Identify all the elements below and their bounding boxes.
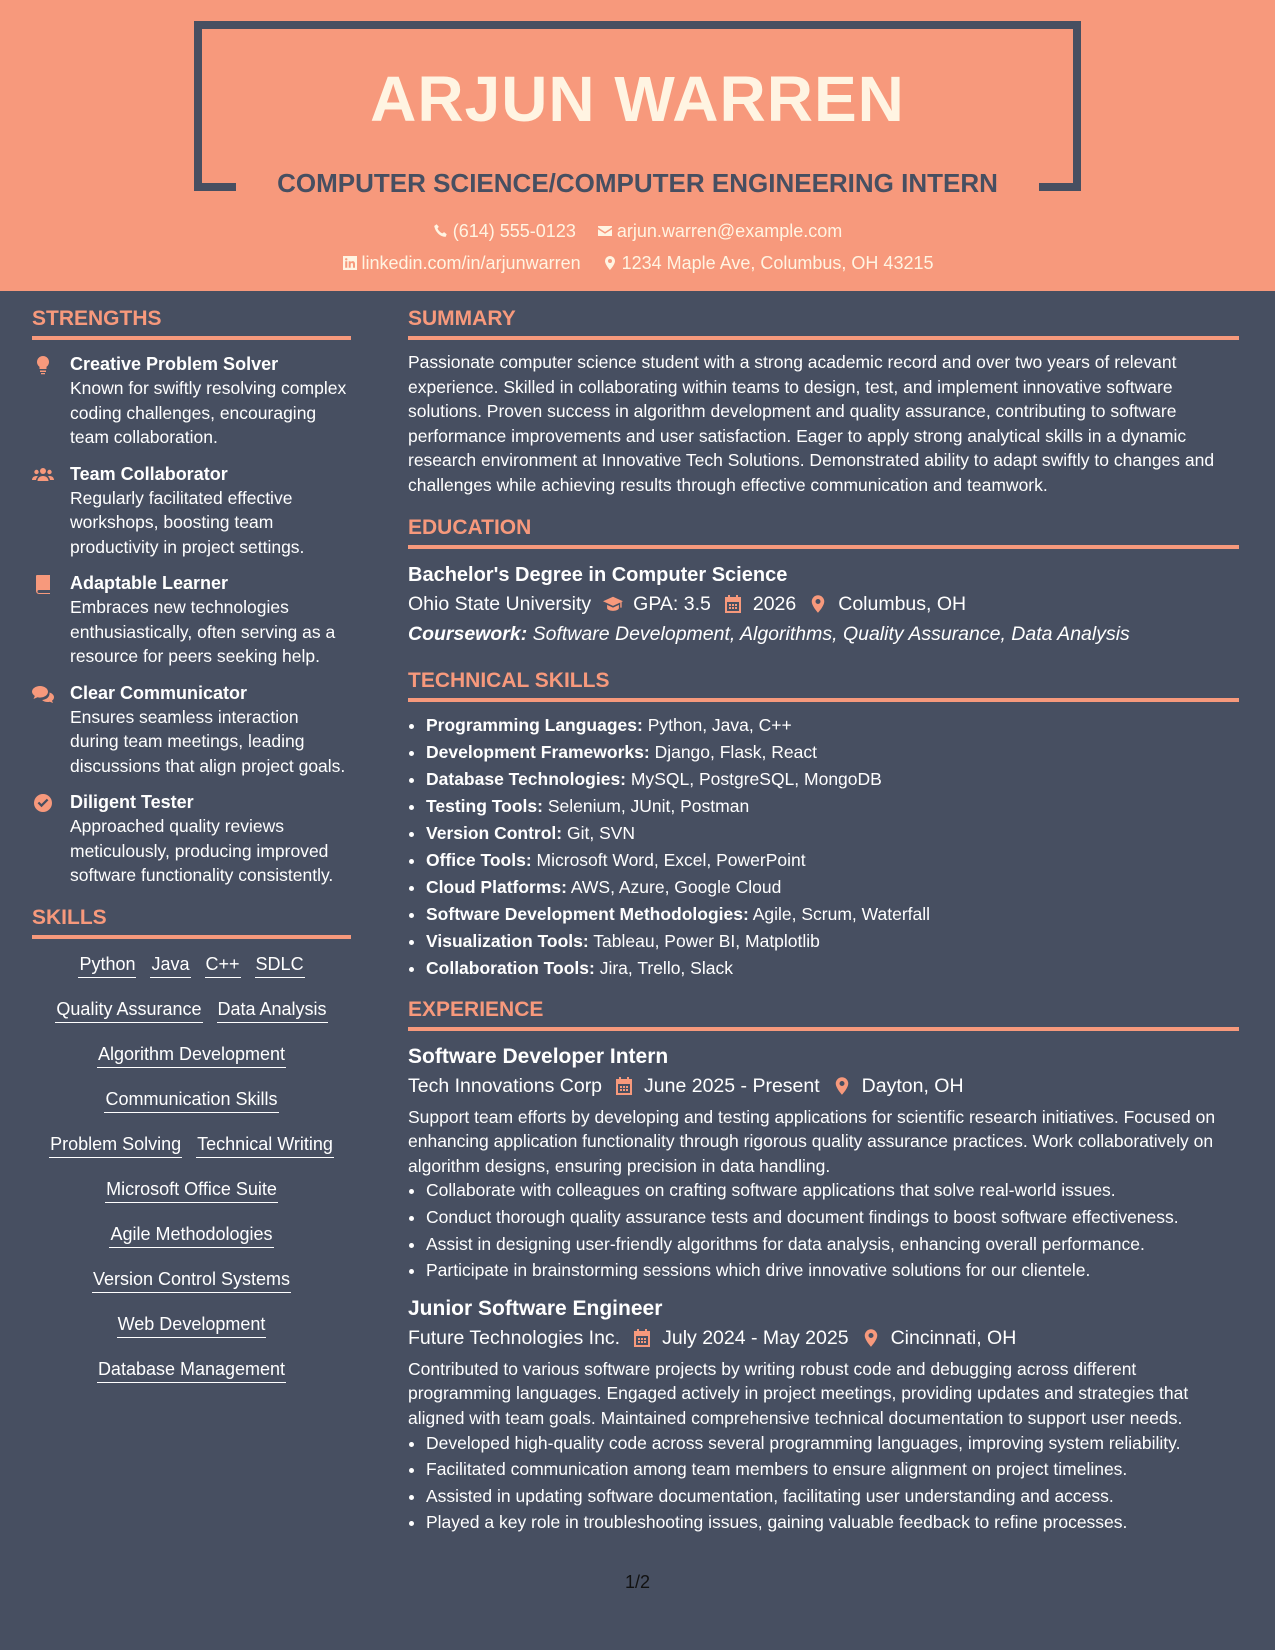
- summary-heading: SUMMARY: [408, 305, 1239, 340]
- list-item: • Software Development Methodologies: Agile, Scrum, Waterfall: [426, 901, 1239, 928]
- contact-row-1: [0, 219, 1275, 243]
- linkedin-icon: [342, 255, 358, 271]
- skill-row: [32, 951, 351, 996]
- phone-icon: [433, 223, 449, 239]
- skill-tag: SDLC: [255, 951, 305, 978]
- skill-row: [32, 1041, 351, 1086]
- lightbulb-icon: [32, 355, 54, 375]
- strength-desc: Known for swiftly resolving complex coding challenges, encouraging team collaboration.: [70, 378, 347, 447]
- address-item: [602, 253, 934, 273]
- location-pin-icon: [861, 1328, 881, 1348]
- skill-row: [32, 1266, 351, 1311]
- list-item: • Database Technologies: MySQL, PostgreSQL, MongoDB: [426, 766, 1239, 793]
- job-title: Software Developer Intern: [408, 1044, 669, 1068]
- list-item: • Conduct thorough quality assurance tests and document findings to boost software effectiveness.: [426, 1205, 1239, 1230]
- technical-skills-heading: TECHNICAL SKILLS: [408, 667, 1239, 702]
- skills-heading: SKILLS: [32, 904, 351, 939]
- email-item[interactable]: [597, 221, 842, 241]
- experience-heading: EXPERIENCE: [408, 996, 1239, 1031]
- strength-title: Clear Communicator: [70, 682, 248, 703]
- list-item: • Office Tools: Microsoft Word, Excel, PowerPoint: [426, 847, 1239, 874]
- linkedin-item[interactable]: [342, 253, 586, 273]
- skill-tag: Technical Writing: [196, 1131, 334, 1158]
- skill-row: [32, 1176, 351, 1221]
- skills-section: [32, 904, 351, 1401]
- strength-desc: Embraces new technologies enthusiastically, often serving as a resource for peers seeking help.: [70, 597, 336, 666]
- job-dates: June 2025 - Present: [644, 1074, 820, 1097]
- strength-item: [32, 462, 351, 560]
- phone-text: (614) 555-0123: [452, 221, 576, 241]
- strength-item: [32, 571, 351, 669]
- list-item: • Assist in designing user-friendly algorithms for data analysis, enhancing overall performance.: [426, 1232, 1239, 1257]
- list-item: • Developed high-quality code across several programming languages, improving system reliability.: [426, 1431, 1239, 1456]
- users-icon: [32, 465, 54, 485]
- list-item: • Testing Tools: Selenium, JUnit, Postman: [426, 793, 1239, 820]
- strength-title: Team Collaborator: [70, 463, 228, 484]
- strength-title: Diligent Tester: [70, 792, 194, 812]
- calendar-icon: [632, 1328, 652, 1348]
- job-description: Contributed to various software projects by writing robust code and debugging across different programming languages. Engaged actively in project meetings, providing updates and strategies that aligned with team goals. Maintained comprehensive technical documentation to support user needs.: [408, 1358, 1189, 1428]
- strengths-heading: STRENGTHS: [32, 305, 351, 340]
- skill-row: [32, 1086, 351, 1131]
- strength-desc: Ensures seamless interaction during team meetings, leading discussions that align project goals.: [70, 706, 346, 776]
- candidate-name: ARJUN WARREN: [370, 63, 905, 135]
- header-band: [0, 0, 1275, 291]
- list-item: • Assisted in updating software documentation, facilitating user understanding and access.: [426, 1484, 1239, 1509]
- strength-desc: Approached quality reviews meticulously, producing improved software functionality consistently.: [70, 816, 334, 885]
- list-item: • Cloud Platforms: AWS, Azure, Google Cloud: [426, 874, 1239, 901]
- skill-row: [32, 1221, 351, 1266]
- coursework: [408, 619, 1239, 649]
- strength-item: [32, 790, 351, 888]
- skill-tag: Algorithm Development: [97, 1041, 286, 1068]
- sidebar: [32, 305, 351, 1401]
- job-dates: July 2024 - May 2025: [662, 1326, 849, 1349]
- skill-tag: Problem Solving: [49, 1131, 182, 1158]
- company: Tech Innovations Corp: [408, 1074, 603, 1097]
- gpa: GPA: 3.5: [633, 592, 711, 615]
- list-item: • Participate in brainstorming sessions which drive innovative solutions for our clientele.: [426, 1258, 1239, 1283]
- job-bullets: [408, 1178, 1239, 1282]
- location-pin-icon: [832, 1076, 852, 1096]
- summary-text: Passionate computer science student with a strong academic record and over two years of relevant experience. Skilled in collaborating within teams to design, test, and implement innovative software solutions. Proven success in algorithm development and quality assurance, contributing to software performance improvements and user satisfaction. Eager to apply strong analytical skills in a dynamic research environment at Innovative Tech Solutions. Demonstrated ability to adapt swiftly to changes and challenges while achieving results through effective communication and teamwork.: [408, 352, 1215, 495]
- skill-tag: Python: [78, 951, 136, 978]
- job-description: Support team efforts by developing and testing applications for scientific research initiatives. Focused on enhancing application functionality through rigorous quality assurance practices. Work collaboratively on algorithm designs, ensuring precision in data handling.: [408, 1106, 1216, 1176]
- company: Future Technologies Inc.: [408, 1326, 621, 1349]
- check-circle-icon: [32, 793, 54, 813]
- list-item: • Programming Languages: Python, Java, C++: [426, 712, 1239, 739]
- comments-icon: [32, 684, 54, 704]
- skill-tag: Data Analysis: [217, 996, 328, 1023]
- graduation-year: 2026: [752, 592, 797, 615]
- list-item: • Collaboration Tools: Jira, Trello, Slack: [426, 955, 1239, 982]
- skill-row: [32, 1311, 351, 1356]
- main-column: [408, 305, 1239, 1547]
- list-item: • Version Control: Git, SVN: [426, 820, 1239, 847]
- job-meta: [408, 1071, 1239, 1101]
- skill-row: [32, 1356, 351, 1401]
- job-bullets: [408, 1431, 1239, 1535]
- technical-skills-list: [408, 712, 1239, 982]
- email-text: arjun.warren@example.com: [616, 221, 843, 241]
- degree: Bachelor's Degree in Computer Science: [408, 563, 788, 586]
- skill-tag: Database Management: [97, 1356, 286, 1383]
- location-pin-icon: [808, 594, 828, 614]
- job-location: Dayton, OH: [861, 1074, 964, 1097]
- skill-tag: Microsoft Office Suite: [105, 1176, 278, 1203]
- coursework-list: Software Development, Algorithms, Quality Assurance, Data Analysis: [532, 622, 1130, 645]
- page-number: 1/2: [624, 1572, 651, 1592]
- strength-title: Adaptable Learner: [70, 573, 229, 593]
- job-entry: [408, 1043, 1239, 1283]
- job-meta: [408, 1323, 1239, 1353]
- strength-desc: Regularly facilitated effective workshops, boosting team productivity in project settings.: [70, 487, 305, 557]
- calendar-icon: [614, 1076, 634, 1096]
- skill-tag: Version Control Systems: [92, 1266, 291, 1293]
- contact-row-2: [0, 251, 1275, 275]
- list-item: • Facilitated communication among team members to ensure alignment on project timelines.: [426, 1457, 1239, 1482]
- graduation-cap-icon: [603, 594, 623, 614]
- list-item: • Visualization Tools: Tableau, Power BI, Matplotlib: [426, 928, 1239, 955]
- skill-tag: C++: [205, 951, 241, 978]
- education-meta: [408, 589, 1239, 619]
- school: Ohio State University: [408, 592, 592, 615]
- job-location: Cincinnati, OH: [890, 1326, 1017, 1349]
- location-pin-icon: [602, 255, 618, 271]
- skill-row: [32, 1131, 351, 1176]
- strength-item: [32, 352, 351, 450]
- coursework-label: Coursework:: [408, 622, 528, 645]
- list-item: • Played a key role in troubleshooting issues, gaining valuable feedback to refine processes.: [426, 1510, 1239, 1535]
- strength-title: Creative Problem Solver: [70, 354, 279, 374]
- strength-item: [32, 681, 351, 779]
- skill-tag: Java: [150, 951, 190, 978]
- list-item: • Collaborate with colleagues on crafting software applications that solve real-world issues.: [426, 1178, 1239, 1203]
- education-location: Columbus, OH: [838, 592, 967, 615]
- calendar-icon: [723, 594, 743, 614]
- skill-tag: Communication Skills: [104, 1086, 278, 1113]
- envelope-icon: [597, 223, 613, 239]
- phone-item: [433, 221, 581, 241]
- job-title: Junior Software Engineer: [408, 1296, 663, 1320]
- address-text: 1234 Maple Ave, Columbus, OH 43215: [621, 253, 934, 273]
- skill-row: [32, 996, 351, 1041]
- book-icon: [32, 574, 54, 594]
- skill-tag: Quality Assurance: [55, 996, 202, 1023]
- education-heading: EDUCATION: [408, 514, 1239, 549]
- job-entry: [408, 1295, 1239, 1535]
- candidate-role: COMPUTER SCIENCE/COMPUTER ENGINEERING INTERN: [277, 168, 998, 198]
- skill-tag: Agile Methodologies: [109, 1221, 273, 1248]
- list-item: • Development Frameworks: Django, Flask, React: [426, 739, 1239, 766]
- linkedin-text: linkedin.com/in/arjunwarren: [361, 253, 581, 273]
- skill-tag: Web Development: [117, 1311, 267, 1338]
